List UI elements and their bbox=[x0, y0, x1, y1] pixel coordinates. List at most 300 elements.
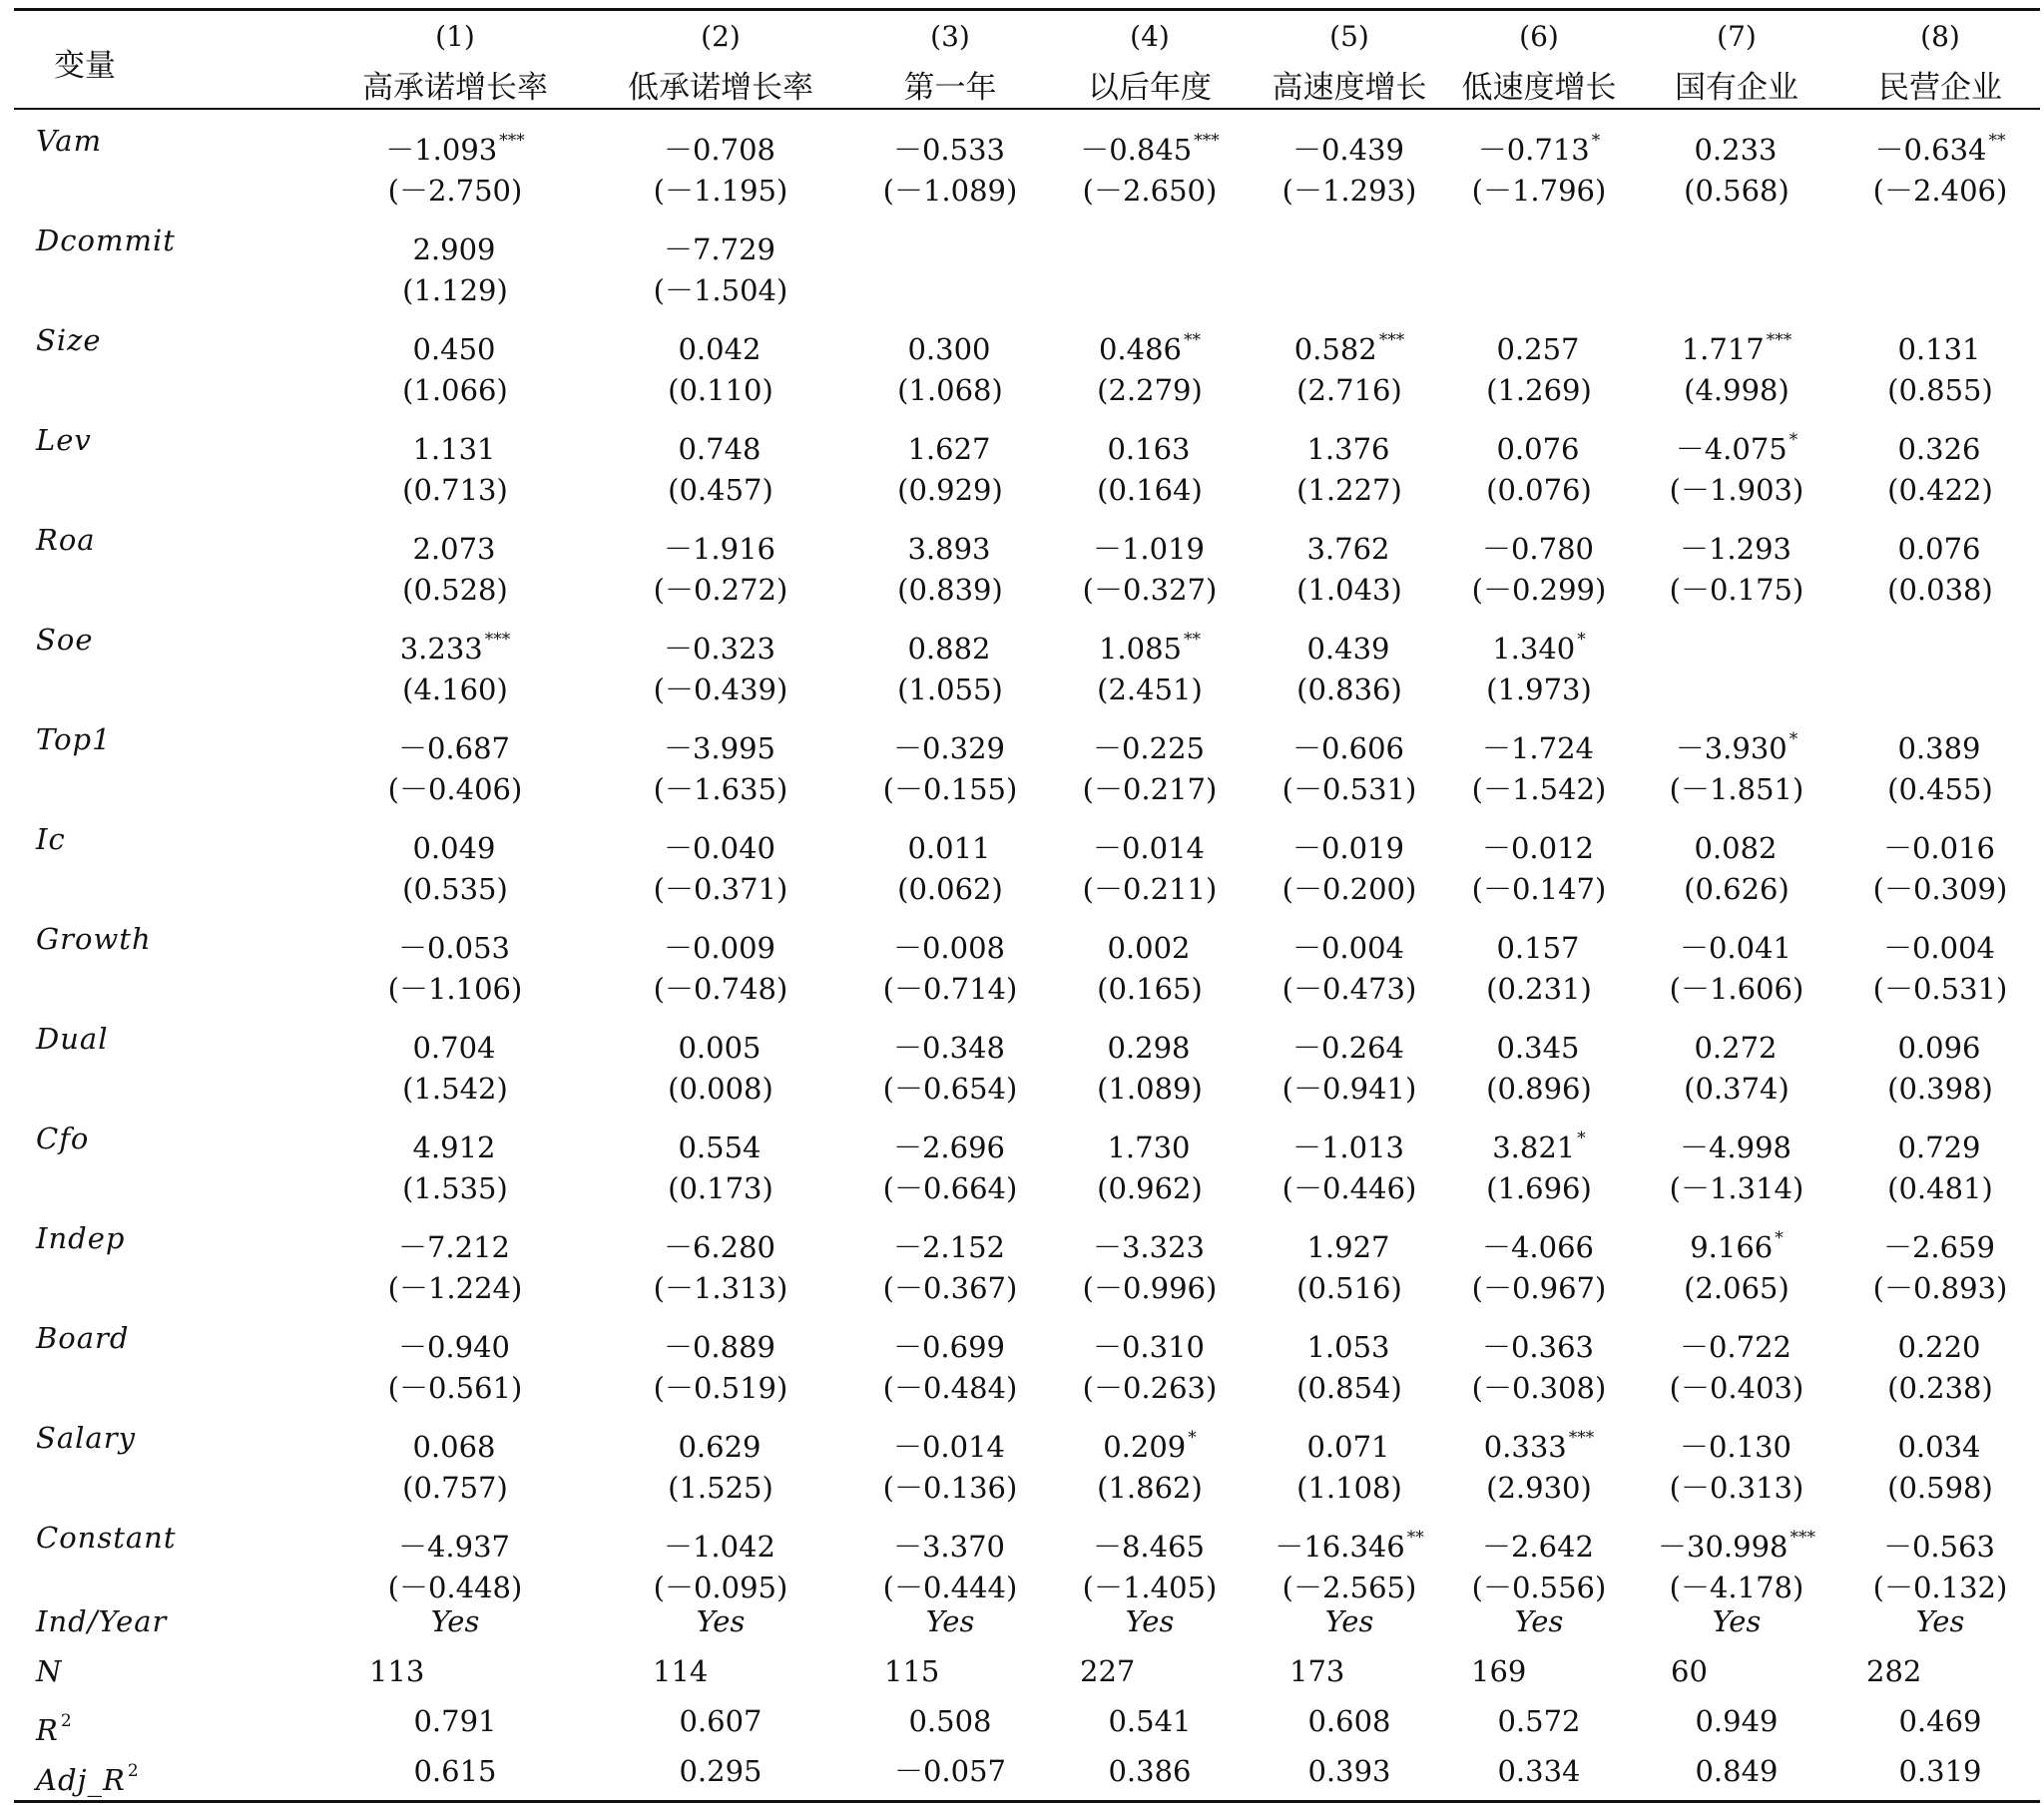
column-label: 民营企业 bbox=[1878, 70, 2002, 106]
coefficient-value: 0.554 bbox=[678, 1130, 762, 1164]
adj-r2-value: 0.295 bbox=[679, 1754, 763, 1788]
coefficient-value: 0.389 bbox=[1897, 731, 1981, 765]
coefficient-cell bbox=[1038, 315, 1262, 365]
tstat-value: (0.457) bbox=[668, 473, 773, 507]
coefficient-cell bbox=[838, 1114, 1062, 1163]
coefficient-value: －0.310 bbox=[1092, 1330, 1206, 1364]
tstat-value: (4.998) bbox=[1684, 373, 1789, 407]
significance-stars: *** bbox=[1568, 1428, 1595, 1448]
top-rule bbox=[14, 8, 2040, 11]
coefficient-value: －0.014 bbox=[892, 1430, 1006, 1464]
tstat-value: (0.110) bbox=[668, 373, 773, 407]
coefficient-value: 0.157 bbox=[1496, 931, 1580, 965]
row-label: Growth bbox=[36, 922, 152, 956]
coefficient-value: －0.687 bbox=[397, 731, 511, 765]
coefficient-cell bbox=[1625, 1413, 1848, 1463]
significance-stars: ** bbox=[1184, 630, 1202, 650]
tstat-value: (2.065) bbox=[1684, 1271, 1789, 1305]
tstat-value: (2.451) bbox=[1097, 673, 1203, 706]
table-row-tstat bbox=[14, 1064, 2040, 1114]
tstat-value: (－0.308) bbox=[1471, 1371, 1607, 1405]
coefficient-cell bbox=[343, 914, 567, 964]
coefficient-cell bbox=[609, 1014, 832, 1064]
table-row-tstat bbox=[14, 565, 2040, 615]
coefficient-cell bbox=[1625, 515, 1848, 565]
tstat-value: (0.422) bbox=[1887, 473, 1993, 507]
tstat-value: (－1.089) bbox=[882, 174, 1018, 208]
tstat-value: (－0.531) bbox=[1281, 772, 1417, 806]
coefficient-value: －0.606 bbox=[1291, 731, 1405, 765]
coefficient-value: －2.659 bbox=[1882, 1230, 1996, 1264]
coefficient-cell bbox=[1427, 415, 1651, 465]
coefficient-cell bbox=[1038, 415, 1262, 465]
adj-r2-value: 0.334 bbox=[1497, 1754, 1581, 1788]
tstat-value: (－0.556) bbox=[1471, 1571, 1607, 1604]
coefficient-value: －0.329 bbox=[892, 731, 1006, 765]
coefficient-cell bbox=[1828, 1413, 2044, 1463]
tstat-value: (－0.263) bbox=[1082, 1371, 1218, 1405]
r2-value: 0.572 bbox=[1497, 1704, 1581, 1738]
tstat-value: (0.481) bbox=[1887, 1171, 1993, 1205]
tstat-value: (－0.748) bbox=[653, 972, 788, 1006]
row-label: Dcommit bbox=[36, 224, 176, 257]
table-row bbox=[14, 1313, 2040, 1363]
coefficient-cell bbox=[1427, 315, 1651, 365]
significance-stars: *** bbox=[1789, 1528, 1815, 1548]
column-number: (5) bbox=[1329, 20, 1369, 53]
coefficient-value: －0.563 bbox=[1882, 1530, 1996, 1564]
n-value: 227 bbox=[1080, 1654, 1136, 1688]
tstat-value: (－0.654) bbox=[882, 1072, 1018, 1106]
coefficient-value: －8.465 bbox=[1092, 1530, 1206, 1564]
significance-stars: *** bbox=[1194, 131, 1220, 151]
row-label: N bbox=[36, 1654, 63, 1688]
tstat-value: (－0.136) bbox=[882, 1471, 1018, 1505]
indyear-value: Yes bbox=[430, 1604, 480, 1638]
coefficient-cell bbox=[838, 1213, 1062, 1263]
significance-stars: * bbox=[1188, 1428, 1197, 1448]
coefficient-value: 4.912 bbox=[412, 1130, 496, 1164]
coefficient-cell bbox=[838, 914, 1062, 964]
row-label bbox=[36, 1696, 73, 1746]
tstat-value: (－1.405) bbox=[1082, 1571, 1218, 1604]
significance-stars: * bbox=[1788, 430, 1798, 450]
coefficient-cell bbox=[609, 1413, 832, 1463]
coefficient-cell bbox=[343, 1513, 567, 1563]
coefficient-cell bbox=[1828, 216, 2044, 265]
tstat-value: (1.129) bbox=[402, 273, 508, 307]
tstat-value: (－0.448) bbox=[387, 1571, 523, 1604]
coefficient-cell bbox=[1427, 1413, 1651, 1463]
coefficient-cell bbox=[1427, 1513, 1651, 1563]
coefficient-value: 0.629 bbox=[678, 1430, 762, 1464]
coefficient-cell bbox=[1625, 1114, 1848, 1163]
tstat-value: (0.568) bbox=[1684, 174, 1789, 208]
coefficient-value: －0.012 bbox=[1481, 831, 1595, 865]
coefficient-value: －0.008 bbox=[892, 931, 1006, 965]
tstat-value: (1.525) bbox=[668, 1471, 773, 1505]
coefficient-value: －0.130 bbox=[1679, 1430, 1792, 1464]
coefficient-value: －1.724 bbox=[1481, 731, 1595, 765]
coefficient-cell bbox=[1828, 1014, 2044, 1064]
coefficient-cell bbox=[343, 415, 567, 465]
coefficient-value: 0.002 bbox=[1107, 931, 1191, 965]
coefficient-cell bbox=[1828, 1114, 2044, 1163]
coefficient-value: 0.272 bbox=[1694, 1031, 1778, 1065]
tstat-value: (1.973) bbox=[1486, 673, 1592, 706]
tstat-value: (－0.217) bbox=[1082, 772, 1218, 806]
coefficient-value: 1.927 bbox=[1306, 1230, 1390, 1264]
coefficient-value: 0.582 bbox=[1293, 332, 1377, 366]
tstat-value: (0.516) bbox=[1296, 1271, 1402, 1305]
tstat-value: (0.008) bbox=[668, 1072, 773, 1106]
tstat-value: (1.227) bbox=[1296, 473, 1402, 507]
tstat-value: (－0.132) bbox=[1872, 1571, 2008, 1604]
coefficient-value: 2.909 bbox=[412, 232, 496, 266]
tstat-value: (－0.519) bbox=[653, 1371, 788, 1405]
adj-r2-value: 0.393 bbox=[1307, 1754, 1391, 1788]
tstat-value: (－0.941) bbox=[1281, 1072, 1417, 1106]
coefficient-cell bbox=[1427, 1313, 1651, 1363]
tstat-value: (－2.406) bbox=[1872, 174, 2008, 208]
coefficient-value: 1.376 bbox=[1306, 432, 1390, 466]
coefficient-cell bbox=[1427, 1213, 1651, 1263]
coefficient-value: －1.916 bbox=[663, 532, 776, 566]
significance-stars: *** bbox=[499, 131, 525, 151]
coefficient-cell bbox=[609, 1513, 832, 1563]
tstat-value: (－0.403) bbox=[1669, 1371, 1804, 1405]
adj-r2-value: －0.057 bbox=[893, 1754, 1007, 1788]
tstat-value bbox=[1828, 265, 2044, 315]
coefficient-value: －7.729 bbox=[663, 232, 776, 266]
column-number: (1) bbox=[435, 20, 475, 53]
coefficient-value: －4.075 bbox=[1675, 432, 1788, 466]
coefficient-cell bbox=[1828, 714, 2044, 764]
coefficient-cell bbox=[1038, 1413, 1262, 1463]
table-row-tstat bbox=[14, 1163, 2040, 1213]
coefficient-cell bbox=[1828, 116, 2044, 166]
coefficient-cell bbox=[1828, 415, 2044, 465]
tstat-value: (－0.309) bbox=[1872, 872, 2008, 906]
coefficient-cell bbox=[1038, 1313, 1262, 1363]
coefficient-cell bbox=[609, 1114, 832, 1163]
indyear-value: Yes bbox=[696, 1604, 746, 1638]
coefficient-cell bbox=[1625, 1213, 1848, 1263]
table-row-tstat bbox=[14, 265, 2040, 315]
indyear-value: Yes bbox=[1915, 1604, 1965, 1638]
coefficient-value: 3.762 bbox=[1306, 532, 1390, 566]
coefficient-value: 0.034 bbox=[1897, 1430, 1981, 1464]
column-number: (2) bbox=[701, 20, 741, 53]
tstat-value bbox=[838, 265, 1062, 315]
tstat-value bbox=[1625, 265, 1848, 315]
coefficient-cell bbox=[838, 116, 1062, 166]
coefficient-cell bbox=[1038, 216, 1262, 265]
coefficient-value: 1.340 bbox=[1492, 632, 1576, 666]
column-number: (6) bbox=[1519, 20, 1559, 53]
tstat-value: (－0.664) bbox=[882, 1171, 1018, 1205]
coefficient-cell bbox=[343, 1114, 567, 1163]
coefficient-value: 0.882 bbox=[907, 632, 991, 666]
tstat-value: (－0.484) bbox=[882, 1371, 1018, 1405]
tstat-value: (－0.531) bbox=[1872, 972, 2008, 1006]
coefficient-cell bbox=[1038, 814, 1262, 864]
coefficient-value: 0.096 bbox=[1897, 1031, 1981, 1065]
n-value: 60 bbox=[1671, 1654, 1708, 1688]
coefficient-cell bbox=[1427, 814, 1651, 864]
tstat-value: (1.068) bbox=[897, 373, 1003, 407]
tstat-value: (0.165) bbox=[1097, 972, 1203, 1006]
tstat-value: (0.598) bbox=[1887, 1471, 1993, 1505]
coefficient-value: 0.257 bbox=[1496, 332, 1580, 366]
footer-row-n bbox=[14, 1646, 2040, 1696]
coefficient-value: －0.533 bbox=[892, 133, 1006, 167]
tstat-value: (0.929) bbox=[897, 473, 1003, 507]
coefficient-value: 0.748 bbox=[678, 432, 762, 466]
tstat-value: (1.542) bbox=[402, 1072, 508, 1106]
coefficient-value: 0.163 bbox=[1107, 432, 1191, 466]
coefficient-cell bbox=[1828, 515, 2044, 565]
coefficient-cell bbox=[1828, 615, 2044, 665]
coefficient-cell bbox=[343, 1213, 567, 1263]
coefficient-value: －0.016 bbox=[1882, 831, 1996, 865]
tstat-value: (0.528) bbox=[402, 573, 508, 607]
tstat-value: (0.757) bbox=[402, 1471, 508, 1505]
tstat-value: (－0.367) bbox=[882, 1271, 1018, 1305]
tstat-value: (－0.272) bbox=[653, 573, 788, 607]
row-label: Lev bbox=[36, 423, 92, 457]
coefficient-cell bbox=[1828, 1513, 2044, 1563]
tstat-value: (－1.195) bbox=[653, 174, 788, 208]
coefficient-value: 0.300 bbox=[907, 332, 991, 366]
significance-stars: * bbox=[1775, 1228, 1784, 1248]
coefficient-cell bbox=[1625, 1513, 1848, 1563]
tstat-value: (－0.406) bbox=[387, 772, 523, 806]
tstat-value: (－1.313) bbox=[653, 1271, 788, 1305]
n-value: 114 bbox=[653, 1654, 709, 1688]
tstat-value: (－0.200) bbox=[1281, 872, 1417, 906]
tstat-value: (－1.903) bbox=[1669, 473, 1804, 507]
coefficient-value: 0.049 bbox=[412, 831, 496, 865]
coefficient-cell bbox=[343, 615, 567, 665]
coefficient-value: －0.940 bbox=[397, 1330, 511, 1364]
coefficient-cell bbox=[343, 1413, 567, 1463]
coefficient-value: －0.348 bbox=[892, 1031, 1006, 1065]
coefficient-cell bbox=[838, 415, 1062, 465]
tstat-value: (－2.565) bbox=[1281, 1571, 1417, 1604]
coefficient-cell bbox=[609, 216, 832, 265]
coefficient-value: －0.041 bbox=[1679, 931, 1792, 965]
coefficient-value: 0.298 bbox=[1107, 1031, 1191, 1065]
coefficient-value: 0.071 bbox=[1306, 1430, 1390, 1464]
coefficient-value: －0.634 bbox=[1874, 133, 1987, 167]
coefficient-cell bbox=[343, 1313, 567, 1363]
coefficient-value: －1.093 bbox=[385, 133, 498, 167]
significance-stars: *** bbox=[1378, 330, 1405, 350]
coefficient-value: －16.346 bbox=[1275, 1530, 1405, 1564]
coefficient-value: －0.889 bbox=[663, 1330, 776, 1364]
coefficient-value: －3.995 bbox=[663, 731, 776, 765]
tstat-value: (0.962) bbox=[1097, 1171, 1203, 1205]
coefficient-cell bbox=[343, 116, 567, 166]
tstat-value: (2.279) bbox=[1097, 373, 1203, 407]
tstat-value: (0.626) bbox=[1684, 872, 1789, 906]
n-value: 173 bbox=[1289, 1654, 1345, 1688]
coefficient-cell bbox=[1828, 814, 2044, 864]
significance-stars: * bbox=[1577, 630, 1586, 650]
coefficient-cell bbox=[609, 116, 832, 166]
coefficient-value: 0.345 bbox=[1496, 1031, 1580, 1065]
r2-value: 0.791 bbox=[413, 1704, 497, 1738]
row-label: Vam bbox=[36, 124, 103, 158]
coefficient-cell bbox=[1038, 1014, 1262, 1064]
coefficient-value: －0.053 bbox=[397, 931, 511, 965]
coefficient-value: －0.019 bbox=[1291, 831, 1405, 865]
coefficient-value: 1.053 bbox=[1306, 1330, 1390, 1364]
coefficient-value: －2.642 bbox=[1481, 1530, 1595, 1564]
table-row bbox=[14, 1413, 2040, 1463]
row-label: Ind/Year bbox=[36, 1604, 168, 1638]
coefficient-value: 0.439 bbox=[1306, 632, 1390, 666]
row-label: Soe bbox=[36, 623, 94, 657]
r2-value: 0.949 bbox=[1695, 1704, 1779, 1738]
row-label: Top1 bbox=[36, 722, 112, 756]
table-row-tstat bbox=[14, 365, 2040, 415]
table-row bbox=[14, 615, 2040, 665]
tstat-value: (1.862) bbox=[1097, 1471, 1203, 1505]
coefficient-value: 0.326 bbox=[1897, 432, 1981, 466]
coefficient-value: －0.004 bbox=[1882, 931, 1996, 965]
coefficient-cell bbox=[838, 315, 1062, 365]
table-row bbox=[14, 714, 2040, 764]
adj-r2-value: 0.386 bbox=[1108, 1754, 1192, 1788]
table-row bbox=[14, 1513, 2040, 1563]
coefficient-cell bbox=[1828, 1313, 2044, 1363]
coefficient-value: －0.004 bbox=[1291, 931, 1405, 965]
coefficient-cell bbox=[838, 1313, 1062, 1363]
r2-value: 0.607 bbox=[679, 1704, 763, 1738]
coefficient-cell bbox=[1038, 116, 1262, 166]
tstat-value: (1.269) bbox=[1486, 373, 1592, 407]
coefficient-cell bbox=[1427, 914, 1651, 964]
coefficient-cell bbox=[609, 1313, 832, 1363]
tstat-value: (－0.095) bbox=[653, 1571, 788, 1604]
coefficient-cell bbox=[1427, 116, 1651, 166]
coefficient-cell bbox=[838, 814, 1062, 864]
coefficient-value: －0.009 bbox=[663, 931, 776, 965]
coefficient-value: －0.225 bbox=[1092, 731, 1206, 765]
row-label bbox=[36, 1746, 140, 1796]
coefficient-value: 3.893 bbox=[907, 532, 991, 566]
coefficient-value: －1.019 bbox=[1092, 532, 1206, 566]
column-number: (7) bbox=[1717, 20, 1757, 53]
table-row-tstat bbox=[14, 1263, 2040, 1313]
tstat-value: (－1.106) bbox=[387, 972, 523, 1006]
table-row-tstat bbox=[14, 764, 2040, 814]
tstat-value: (2.716) bbox=[1296, 373, 1402, 407]
coefficient-value: 1.131 bbox=[412, 432, 496, 466]
coefficient-cell bbox=[1828, 1213, 2044, 1263]
tstat-value: (0.836) bbox=[1296, 673, 1402, 706]
coefficient-value: －0.264 bbox=[1291, 1031, 1405, 1065]
tstat-value: (－0.561) bbox=[387, 1371, 523, 1405]
coefficient-cell bbox=[1625, 714, 1848, 764]
coefficient-cell bbox=[343, 1014, 567, 1064]
coefficient-value: 1.627 bbox=[907, 432, 991, 466]
tstat-value: (－0.155) bbox=[882, 772, 1018, 806]
row-label: Dual bbox=[36, 1022, 109, 1056]
table-row bbox=[14, 415, 2040, 465]
coefficient-cell bbox=[1625, 615, 1848, 665]
tstat-value: (1.055) bbox=[897, 673, 1003, 706]
tstat-value: (－4.178) bbox=[1669, 1571, 1804, 1604]
indyear-value: Yes bbox=[925, 1604, 975, 1638]
coefficient-value: 0.704 bbox=[412, 1031, 496, 1065]
r2-value: 0.608 bbox=[1307, 1704, 1391, 1738]
coefficient-value: －0.722 bbox=[1679, 1330, 1792, 1364]
tstat-value: (0.398) bbox=[1887, 1072, 1993, 1106]
coefficient-value: －0.780 bbox=[1481, 532, 1595, 566]
coefficient-value: 0.486 bbox=[1098, 332, 1183, 366]
tstat-value: (－0.473) bbox=[1281, 972, 1417, 1006]
r2-label: R bbox=[36, 1713, 59, 1747]
coefficient-value: －3.323 bbox=[1092, 1230, 1206, 1264]
coefficient-cell bbox=[609, 1213, 832, 1263]
coefficient-cell bbox=[343, 216, 567, 265]
row-label: Roa bbox=[36, 523, 96, 557]
coefficient-value: －1.042 bbox=[663, 1530, 776, 1564]
coefficient-value: －0.363 bbox=[1481, 1330, 1595, 1364]
coefficient-value: 1.730 bbox=[1107, 1130, 1191, 1164]
coefficient-cell bbox=[1038, 1114, 1262, 1163]
coefficient-value: －0.439 bbox=[1291, 133, 1405, 167]
coefficient-value: －4.937 bbox=[397, 1530, 511, 1564]
tstat-value: (0.896) bbox=[1486, 1072, 1592, 1106]
column-label: 国有企业 bbox=[1675, 70, 1798, 106]
coefficient-value: 0.042 bbox=[678, 332, 762, 366]
tstat-value bbox=[1038, 265, 1262, 315]
tstat-value: (－0.446) bbox=[1281, 1171, 1417, 1205]
table-row bbox=[14, 1114, 2040, 1163]
indyear-value: Yes bbox=[1712, 1604, 1762, 1638]
tstat-value: (1.089) bbox=[1097, 1072, 1203, 1106]
coefficient-value: －7.212 bbox=[397, 1230, 511, 1264]
footer-row-r2 bbox=[14, 1696, 2040, 1746]
table-row bbox=[14, 1014, 2040, 1064]
coefficient-cell bbox=[609, 315, 832, 365]
coefficient-value: 0.005 bbox=[678, 1031, 762, 1065]
column-number: (8) bbox=[1920, 20, 1960, 53]
coefficient-value: 3.821 bbox=[1492, 1130, 1576, 1164]
table-row bbox=[14, 515, 2040, 565]
coefficient-cell bbox=[609, 914, 832, 964]
coefficient-value: －6.280 bbox=[663, 1230, 776, 1264]
coefficient-value: －3.370 bbox=[892, 1530, 1006, 1564]
coefficient-value: －1.293 bbox=[1679, 532, 1792, 566]
row-label: Salary bbox=[36, 1421, 136, 1455]
n-value: 115 bbox=[884, 1654, 940, 1688]
significance-stars: * bbox=[1591, 131, 1601, 151]
tstat-value: (－1.224) bbox=[387, 1271, 523, 1305]
coefficient-cell bbox=[1427, 1014, 1651, 1064]
adj-r2-value: 0.849 bbox=[1695, 1754, 1779, 1788]
row-label: Constant bbox=[36, 1521, 177, 1555]
coefficient-value: －0.040 bbox=[663, 831, 776, 865]
tstat-value: (1.535) bbox=[402, 1171, 508, 1205]
coefficient-cell bbox=[1427, 515, 1651, 565]
coefficient-cell bbox=[838, 216, 1062, 265]
footer-row-indyear bbox=[14, 1596, 2040, 1646]
